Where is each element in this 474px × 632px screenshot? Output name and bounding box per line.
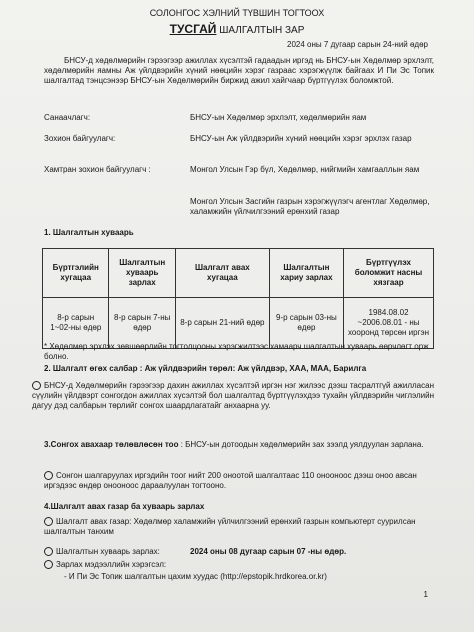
- section-4-title: 4.Шалгалт авах газар ба хуваарь зарлах: [44, 502, 205, 511]
- title-rest: ШАЛГАЛТЫН ЗАР: [216, 25, 305, 36]
- section-2-title: 2. Шалгалт өгөх салбар : Аж үйлдвэрийн төрөл: Аж үйлдвэр, ХАА, МАА, Барилга: [44, 364, 367, 373]
- table-header: Шалгалтын хуваарь зарлах: [109, 249, 175, 298]
- section-2-body: [32, 381, 434, 411]
- section-1-title: 1. Шалгалтын хуваарь: [44, 228, 134, 237]
- table-cell: 9-р сарын 03-ны өдөр: [269, 298, 343, 349]
- table-cell: 8-р сарын 21-ний өдөр: [175, 298, 269, 349]
- schedule-note: * Хөдөлмөр эрхлэх зөвшөөрлийн тогтолцооны хэрэгжилтээс хамаарч шалгалтын хуваарь өөрчлөгт орж болно.: [44, 342, 429, 361]
- table-header: Бүртгүүлэх боломжит насны хязгаар: [344, 249, 434, 298]
- section-4-media: [44, 560, 166, 570]
- organizer-label-1: Санаачлагч:: [44, 113, 91, 122]
- organizer-label-2: Зохион байгуулагч:: [44, 134, 116, 143]
- org-header: СОЛОНГОС ХЭЛНИЙ ТҮВШИН ТОГТООХ: [149, 8, 325, 18]
- schedule-table: [42, 248, 434, 349]
- table-cell: 8-р сарын 7-ны өдөр: [109, 298, 175, 349]
- page-number: 1: [423, 590, 428, 599]
- organizer-value-2: БНСУ-ын Аж үйлдвэрийн хүний нөөцийн хэрэг эрхлэх газар: [190, 134, 412, 143]
- organizer-value-3: Монгол Улсын Гэр бүл, Хөдөлмөр, нийгмийн хамгааллын яам: [190, 165, 420, 174]
- bullet-circle-icon: [32, 381, 41, 390]
- section-2-text: БНСУ-д Хөдөлмөрийн гэрээгээр дахин ажиллах хүсэлтэй иргэн нэг жилээс дээш тасралтгүй ажилласан сүүлийн үйлдвэрт сонгогдон ажиллах хүсэлтэй бол шалгалтад бүртгүүлэхдээ тухайн үйлдвэрийн чиглэлийн дагуу дэд салбарын төрлийг сонгох шаардлагатайг анхаарна уу.: [32, 381, 434, 410]
- table-row: [43, 298, 434, 349]
- table-cell: 8-р сарын 1~02-ны өдөр: [43, 298, 109, 349]
- schedule-value: 2024 оны 08 дугаар сарын 07 -ны өдөр.: [190, 547, 347, 556]
- bullet-circle-icon: [44, 471, 53, 480]
- organizer-value-4: Монгол Улсын Засгийн газрын хэрэгжүүлэгч агентлаг Хөдөлмөр, халамжийн үйлчилгээний ерөнхий газар: [190, 197, 430, 216]
- section-3-title: 3.Сонгох авахаар төлөвлөсөн тоо: [44, 440, 179, 449]
- table-header: Бүртгэлийн хугацаа: [43, 249, 109, 298]
- document-date: 2024 оны 7 дугаар сарын 24-ний өдөр: [287, 40, 428, 49]
- title-emphasis: ТУСГАЙ: [169, 22, 217, 36]
- schedule-label: Шалгалтын хуваарь зарлах:: [56, 547, 160, 556]
- table-header: Шалгалт авах хугацаа: [175, 249, 269, 298]
- section-3-title-rest: : БНСУ-ын дотоодын хөдөлмөрийн зах зээлд уялдуулан зарлана.: [178, 440, 424, 449]
- bullet-circle-icon: [44, 547, 53, 556]
- table-header-row: [43, 249, 434, 298]
- section-4-place-text: Шалгалт авах газар: Хөдөлмөр халамжийн үйлчилгээний ерөнхий газрын компьютерт суурилсан шалгалтын танхим: [44, 517, 416, 536]
- section-4-place: [44, 517, 434, 537]
- bullet-circle-icon: [44, 517, 53, 526]
- table-header: Шалгалтын хариу зарлах: [269, 249, 343, 298]
- media-value-link[interactable]: - И Пи Эс Топик шалгалтын цахим хуудас (http://epstopik.hrdkorea.or.kr): [64, 572, 327, 581]
- section-3-text: Сонгон шалгаруулах иргэдийн тоог нийт 200 оноотой шалгалтаас 110 онооноос дээш оноо авсан иргэдээс өндөр онооноос дараалуулан тогтооно.: [44, 471, 417, 490]
- section-3-title-line: [44, 440, 434, 450]
- document-title: [0, 20, 474, 38]
- media-label: Зарлах мэдээллийн хэрэгсэл:: [56, 560, 167, 569]
- section-4-schedule: [44, 547, 160, 557]
- section-3-body: [44, 471, 434, 491]
- intro-paragraph: БНСУ-д хөдөлмөрийн гэрээгээр ажиллах хүсэлтэй гадаадын иргэд нь БНСУ-ын Хөдөлмөр эрхлэлт, хөдөлмөрийн яамны Аж үйлдвэрийн хүний нөөцийн хэрэг газраас хэрэгжүүлж байгаах И Пи Эс Топик шалгалтад тэнцсэнээр БНСУ-ын Хөдөлмөрийн биржид ажил хайгчаар бүртгүүлэх боломжтой.: [44, 56, 434, 85]
- organizer-value-1: БНСУ-ын Хөдөлмөр эрхлэлт, хөдөлмөрийн яам: [190, 113, 367, 122]
- organizer-label-3: Хамтран зохион байгуулагч :: [44, 165, 151, 174]
- table-cell: 1984.08.02 ~2006.08.01 - ны хооронд төрсөн иргэн: [344, 298, 434, 349]
- bullet-circle-icon: [44, 560, 53, 569]
